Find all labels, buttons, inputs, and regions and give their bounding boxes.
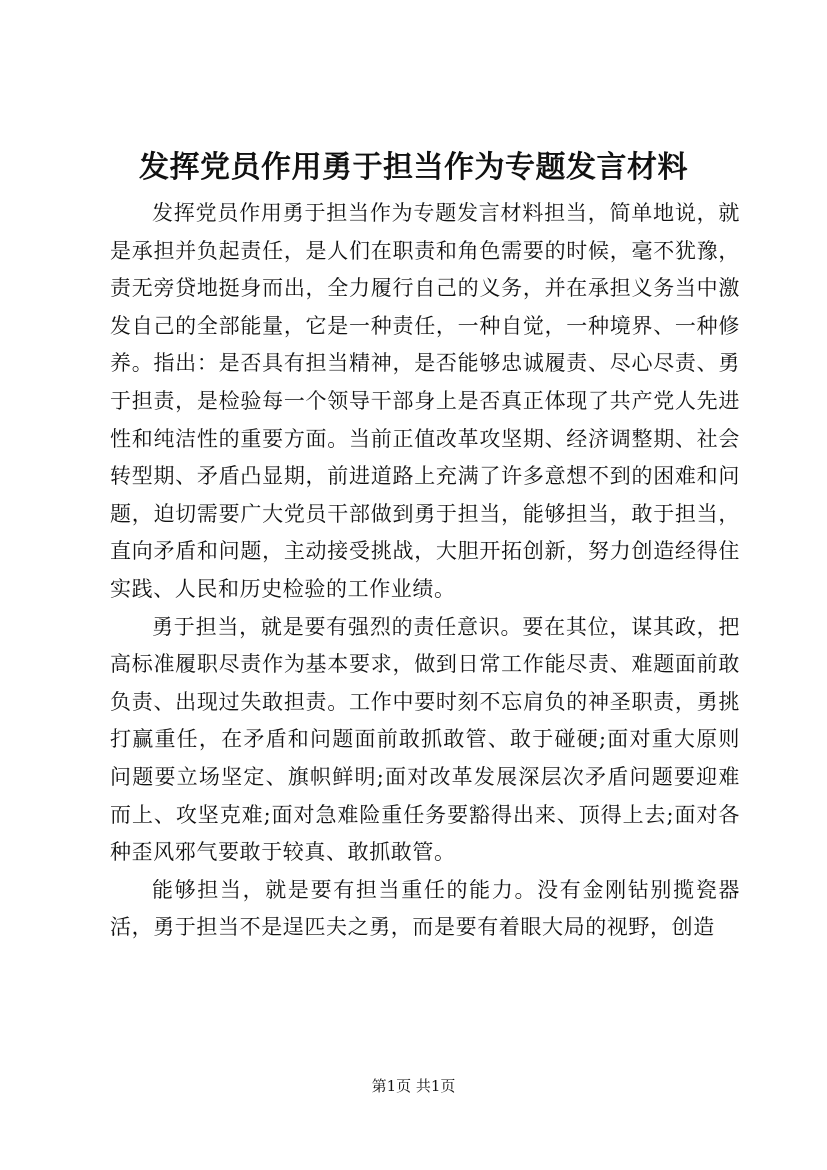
document-title: 发挥党员作用勇于担当作为专题发言材料 [139, 150, 688, 185]
paragraph-3: 能够担当，就是要有担当重任的能力。没有金刚钻别揽瓷器活，勇于担当不是逞匹夫之勇，而是要有着眼大局的视野，创造 [110, 877, 740, 940]
page-number-label: 第1页 共1页 [371, 1077, 456, 1095]
paragraph-1: 发挥党员作用勇于担当作为专题发言材料担当，简单地说，就是承担并负起责任，是人们在职责和角色需要的时候，毫不犹豫，责无旁贷地挺身而出，全力履行自己的义务，并在承担义务当中激发自己的全部能量，它是一种责任，一种自觉，一种境界、一种修养。指出：是否具有担当精神，是否能够忠诚履责、尽心尽责、勇于担责，是检验每一个领导干部身上是否真正体现了共产党人先进性和纯洁性的重要方面。当前正值改革攻坚期、经济调整期、社会转型期、矛盾凸显期，前进道路上充满了许多意想不到的困难和问题，迫切需要广大党员干部做到勇于担当，能够担当，敢于担当，直向矛盾和问题，主动接受挑战，大胆开拓创新，努力创造经得住实践、人民和历史检验的工作业绩。 [110, 201, 740, 601]
document-body [110, 195, 740, 947]
paragraph-2: 勇于担当，就是要有强烈的责任意识。要在其位，谋其政，把高标准履职尽责作为基本要求，做到日常工作能尽责、难题面前敢负责、出现过失敢担责。工作中要时刻不忘肩负的神圣职责，勇挑打赢重任，在矛盾和问题面前敢抓敢管、敢于碰硬;面对重大原则问题要立场坚定、旗帜鲜明;面对改革发展深层次矛盾问题要迎难而上、攻坚克难;面对急难险重任务要豁得出来、顶得上去;面对各种歪风邪气要敢于较真、敢抓敢管。 [110, 614, 740, 865]
page-footer [0, 1076, 827, 1096]
